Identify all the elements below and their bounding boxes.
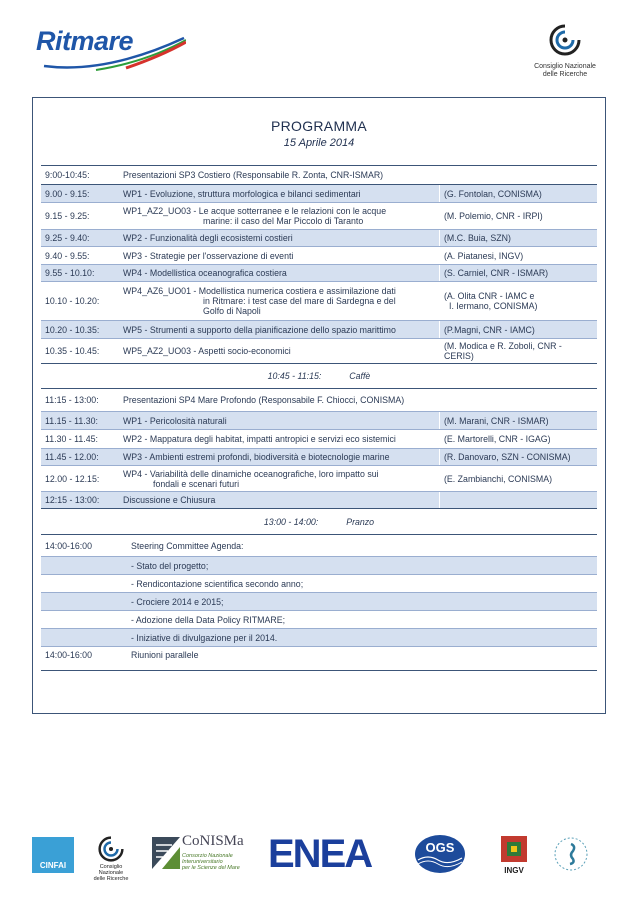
- table-row: [41, 203, 597, 230]
- row-description: WP3 - Ambienti estremi profondi, biodiversità e biotecnologie marine: [123, 452, 390, 462]
- row-time: 11.30 - 11.45:: [45, 434, 98, 444]
- table-row: [41, 282, 597, 321]
- parallel-row: [41, 647, 597, 671]
- row-speaker: (A. Piatanesi, INGV): [439, 247, 597, 264]
- cnr-emblem-icon: [549, 24, 581, 56]
- agenda-item: - Adozione della Data Policy RITMARE;: [131, 614, 286, 625]
- table-row: [41, 449, 597, 466]
- cnr-footer-line1: Consiglio Nazionale: [98, 864, 124, 876]
- cnr-footer-line2: delle Ricerche: [93, 876, 129, 882]
- row-time: 9.00 - 9.15:: [45, 188, 90, 199]
- conisma-subtitle: [182, 853, 240, 871]
- program-frame: [32, 97, 606, 714]
- break-label: Pranzo: [346, 516, 375, 527]
- table-row: [41, 247, 597, 265]
- row-speaker-line2: I. Iermano, CONISMA): [449, 301, 538, 311]
- row-description: WP2 - Mappatura degli habitat, impatti antropici e servizi eco sistemici: [123, 434, 396, 444]
- enea-logo: ENEA: [268, 832, 372, 876]
- row-description-line2: fondali e scenari futuri: [153, 478, 240, 489]
- ritmare-logo: [36, 26, 186, 74]
- row-speaker: (M. Polemio, CNR - IRPI): [439, 203, 597, 229]
- row-description: WP3 - Strategie per l'osservazione di eventi: [123, 250, 294, 261]
- row-speaker-line1: (M. Modica e R. Zoboli,: [444, 341, 535, 351]
- steering-time: 14:00-16:00: [45, 540, 92, 551]
- agenda-item: - Crociere 2014 e 2015;: [131, 596, 224, 607]
- row-time: 11.45 - 12.00:: [45, 452, 99, 462]
- ritmare-wordmark: Ritmare: [36, 26, 134, 56]
- conisma-sub-line3: per le Scienze del Mare: [182, 865, 240, 871]
- cnr-name-line1: Consiglio Nazionale: [534, 63, 596, 70]
- seahorse-icon: [553, 836, 589, 872]
- cnr-footer-logo: [88, 836, 134, 882]
- empty-cell: [41, 575, 127, 592]
- list-item: [41, 593, 597, 611]
- ogs-logo: [414, 834, 466, 874]
- row-time: 10.20 - 10.35:: [45, 324, 100, 335]
- cnr-name-line2: delle Ricerche: [542, 71, 588, 78]
- table-row: [41, 466, 597, 492]
- row-description: Discussione e Chiusura: [123, 495, 216, 505]
- lunch-break-row: [41, 509, 597, 535]
- list-item: [41, 611, 597, 629]
- ingv-label: INGV: [504, 866, 524, 875]
- row-speaker: [439, 492, 597, 508]
- row-speaker: (P.Magni, CNR - IAMC): [439, 321, 597, 338]
- row-description: WP1 - Evoluzione, struttura morfologica e bilanci sedimentari: [123, 188, 361, 199]
- row-speaker: [439, 282, 597, 320]
- row-time: 9.25 - 9.40:: [45, 233, 90, 243]
- schedule-table: [41, 165, 597, 671]
- row-speaker: (E. Martorelli, CNR - IGAG): [439, 430, 597, 448]
- row-description-line2: marine: il caso del Mar Piccolo di Taranto: [203, 216, 364, 226]
- break-time: 10:45 - 11:15:: [267, 371, 322, 381]
- program-title: PROGRAMMA: [270, 118, 368, 134]
- row-description-line1: WP4 - Variabilità delle dinamiche oceanografiche, loro impatto sui: [123, 468, 379, 479]
- table-row: [41, 185, 597, 203]
- row-time: 12.00 - 12.15:: [45, 473, 100, 484]
- row-speaker: (G. Fontolan, CONISMA): [439, 185, 597, 202]
- table-row: [41, 430, 597, 449]
- szn-logo: [553, 836, 589, 872]
- empty-cell: [41, 557, 127, 574]
- row-speaker-line1: (A. Olita CNR - IAMC e: [444, 291, 535, 301]
- row-speaker: (M. Marani, CNR - ISMAR): [439, 412, 597, 429]
- row-speaker: (S. Carniel, CNR - ISMAR): [439, 265, 597, 281]
- sp3-section-row: [41, 165, 597, 185]
- row-speaker-line2: CNR - CERIS): [444, 341, 562, 361]
- table-row: [41, 321, 597, 339]
- break-label: Caffè: [349, 371, 371, 381]
- conisma-sub-line2: Interuniversitario: [182, 859, 223, 865]
- ingv-logo: [497, 834, 531, 880]
- row-time: 9.55 - 10.10:: [45, 268, 95, 278]
- list-item: [41, 575, 597, 593]
- sp4-time: 11:15 - 13:00:: [45, 395, 99, 405]
- row-description: WP1 - Pericolosità naturali: [123, 415, 227, 426]
- ogs-label: OGS: [425, 840, 455, 855]
- steering-title: Steering Committee Agenda:: [131, 540, 244, 551]
- list-item: [41, 557, 597, 575]
- conisma-logo: [152, 833, 264, 877]
- table-row: [41, 265, 597, 282]
- row-time: 12:15 - 13:00:: [45, 495, 100, 505]
- row-description: WP5_AZ2_UO03 - Aspetti socio-economici: [123, 346, 291, 356]
- partner-logos: [0, 826, 635, 886]
- ingv-emblem-icon: [499, 834, 529, 864]
- list-item: [41, 629, 597, 647]
- conisma-wave-icon: [152, 833, 180, 873]
- cinfai-logo: CINFAI: [32, 837, 74, 873]
- table-row: [41, 492, 597, 509]
- table-row: [41, 230, 597, 247]
- row-time: 11.15 - 11.30:: [45, 415, 98, 426]
- ogs-globe-icon: [414, 834, 466, 874]
- break-time: 13:00 - 14:00:: [263, 516, 319, 527]
- sp3-title: Presentazioni SP3 Costiero (Responsabile R. Zonta, CNR-ISMAR): [123, 170, 384, 180]
- row-description: WP2 - Funzionalità degli ecosistemi costieri: [123, 233, 293, 243]
- row-description-line3: Golfo di Napoli: [203, 306, 261, 316]
- row-time: 10.10 - 10.20:: [45, 296, 100, 306]
- coffee-break-row: [41, 364, 597, 389]
- conisma-sub-line1: Consorzio Nazionale: [182, 853, 233, 859]
- agenda-item: - Iniziative di divulgazione per il 2014.: [131, 632, 278, 643]
- row-time: 9.15 - 9.25:: [45, 211, 90, 221]
- parallel-time: 14:00-16:00: [45, 650, 92, 660]
- row-description-line1: WP1_AZ2_UO03 - Le acque sotterranee e le relazioni con le acque: [123, 206, 387, 216]
- empty-cell: [41, 629, 127, 646]
- row-description: [123, 282, 439, 320]
- row-speaker: [439, 339, 597, 363]
- row-speaker: (R. Danovaro, SZN - CONISMA): [439, 449, 597, 465]
- agenda-item: - Rendicontazione scientifica secondo anno;: [131, 578, 304, 589]
- row-speaker: (E. Zambianchi, CONISMA): [439, 466, 597, 491]
- row-description: [123, 466, 439, 491]
- program-date: 15 Aprile 2014: [283, 137, 355, 149]
- row-time: 9.40 - 9.55:: [45, 250, 90, 261]
- cnr-emblem-icon: [98, 836, 124, 862]
- row-time: 10.35 - 10.45:: [45, 346, 100, 356]
- empty-cell: [41, 611, 127, 628]
- row-description-line2: in Ritmare: i test case del mare di Sardegna e del: [203, 296, 396, 306]
- row-description: WP4 - Modellistica oceanografica costiera: [123, 268, 287, 278]
- sp4-title: Presentazioni SP4 Mare Profondo (Responsabile F. Chiocci, CONISMA): [123, 395, 405, 405]
- steering-row: [41, 535, 597, 557]
- table-row: [41, 339, 597, 364]
- row-description: WP5 - Strumenti a supporto della pianificazione dello spazio marittimo: [123, 324, 396, 335]
- table-row: [41, 412, 597, 430]
- agenda-item: - Stato del progetto;: [131, 560, 209, 571]
- conisma-name: CoNISMa: [182, 833, 244, 849]
- empty-cell: [41, 593, 127, 610]
- sp4-section-row: [41, 389, 597, 412]
- row-description-line1: WP4_AZ6_UO01 - Modellistica numerica costiera e assimilazione dati: [123, 286, 396, 296]
- cnr-logo: [520, 24, 610, 84]
- row-speaker: (M.C. Buia, SZN): [439, 230, 597, 246]
- sp3-time: 9:00-10:45:: [45, 170, 90, 180]
- row-description: [123, 203, 439, 229]
- parallel-title: Riunioni parallele: [131, 650, 199, 660]
